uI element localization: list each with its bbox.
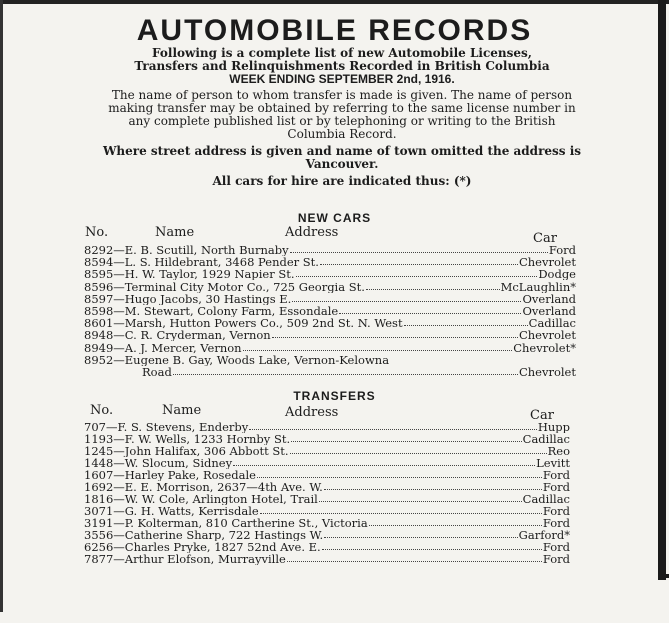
table-row [84,553,570,565]
leader-dots [173,374,518,375]
table-row [84,493,570,505]
table-row [84,469,570,481]
transfers-heading: TRANSFERS [293,389,376,403]
row-number: 3071 [84,505,114,517]
row-number: 3556 [84,529,114,541]
row-car: Overland [522,292,576,305]
intro-hire-note: All cars for hire are indicated thus: (*) [212,174,472,188]
table-row [84,517,570,529]
row-entry: P. Kolterman, 810 Cartherine St., Victoria [124,517,368,529]
row-dash: — [113,353,125,366]
row-entry: C. R. Cryderman, Vernon [124,329,271,342]
row-dash: — [113,244,125,256]
leader-dots [404,325,528,326]
table-row [84,256,576,268]
leader-dots [257,477,542,478]
transfers-col-no: No. [90,403,114,418]
row-entry: Terminal City Motor Co., 725 Georgia St. [124,280,365,293]
row-number: 8598 [84,305,114,317]
table-row [84,433,570,445]
row-number: 8949 [84,341,114,354]
row-entry: H. W. Taylor, 1929 Napier St. [124,268,295,281]
intro-transfer-note: The name of person to whom transfer is made is given. The name of person making transfer may be obtained by referring to the same license number in any complete published list or by telephoning or writing to the British Columbia Record. [108,88,576,141]
leader-dots [287,561,542,562]
row-car: Ford [542,469,570,481]
row-car: Cadillac [522,433,570,445]
row-dash: — [113,305,125,317]
row-number: 707 [84,421,106,433]
leader-dots [369,525,542,526]
row-dash: — [113,493,125,505]
table-row [84,342,576,354]
row-car: Ford [548,244,576,256]
row-entry: Hugo Jacobs, 30 Hastings E. [124,292,292,305]
leader-dots [320,264,518,265]
leader-dots [292,301,521,302]
row-entry: M. Stewart, Colony Farm, Essondale [124,305,339,317]
leader-dots [290,252,548,253]
table-row [84,445,570,457]
row-number: 6256 [84,541,114,553]
new-cars-col-address: Address [285,225,339,240]
leader-dots [272,337,518,338]
row-number: 8597 [84,292,114,305]
table-row [84,244,576,256]
row-car: Ford [542,541,570,553]
row-entry-continuation: Road [142,366,172,378]
row-car: Ford [542,505,570,517]
leader-dots [290,453,547,454]
row-dash: — [113,292,125,305]
row-entry: Charles Pryke, 1827 52nd Ave. E. [124,541,321,553]
row-entry: Eugene B. Gay, Woods Lake, Vernon-Kelowna [124,353,390,366]
leader-dots [291,441,522,442]
row-number: 7877 [84,553,114,565]
leader-dots [233,465,535,466]
page-frame-right-foot [658,574,669,578]
row-car: Ford [542,553,570,565]
row-dash: — [113,445,125,457]
week-ending: WEEK ENDING SEPTEMBER 2nd, 1916. [229,72,455,86]
row-entry: Marsh, Hutton Powers Co., 509 2nd St. N. West [124,317,403,330]
leader-dots [243,350,513,351]
row-dash: — [113,529,125,541]
intro-block [92,47,592,188]
row-car: Overland [522,305,576,317]
row-entry: Arthur Elofson, Murrayville [124,553,286,565]
row-entry: W. W. Cole, Arlington Hotel, Trail [124,493,318,505]
table-row [84,457,570,469]
table-row [84,505,570,517]
table-row [84,541,570,553]
table-row [84,421,570,433]
row-dash: — [113,433,125,445]
page-title: AUTOMOBILE RECORDS [136,14,533,47]
row-dash: — [113,505,125,517]
new-cars-col-car: Car [533,231,557,246]
row-entry: F. W. Wells, 1233 Hornby St. [124,433,291,445]
row-number: 1816 [84,493,114,505]
leader-dots [366,289,500,290]
page-frame-top [0,0,669,4]
row-dash: — [113,541,125,553]
row-car: McLaughlin* [500,280,576,293]
row-number: 1245 [84,445,114,457]
row-entry: E. B. Scutill, North Burnaby [124,244,289,256]
row-dash: — [113,329,125,342]
row-number: 8601 [84,317,114,330]
row-dash: — [113,457,125,469]
leader-dots [296,276,538,277]
row-entry: F. S. Stevens, Enderby [117,421,249,433]
row-car: Ford [542,517,570,529]
row-number: 1193 [84,433,114,445]
table-row [84,268,576,280]
row-dash: — [113,280,125,293]
row-car: Cadillac [522,493,570,505]
table-row [84,481,570,493]
table-row-continuation [84,366,576,378]
row-dash: — [105,421,118,433]
table-row [84,354,576,366]
row-entry: Harley Pake, Rosedale [124,469,256,481]
row-dash: — [113,469,125,481]
row-number: 1448 [84,457,114,469]
row-car: Reo [547,445,570,457]
leader-dots [324,537,518,538]
row-number: 8595 [84,268,114,281]
table-row [84,281,576,293]
leader-dots [322,549,542,550]
row-number: 1692 [84,481,114,493]
row-car: Chevrolet [518,366,576,378]
row-car: Ford [542,481,570,493]
table-row [84,305,576,317]
page-frame-left [0,0,3,612]
new-cars-col-name: Name [155,225,195,240]
row-car: Chevrolet* [513,341,576,354]
row-car: Garford* [518,529,570,541]
row-entry: G. H. Watts, Kerrisdale [124,505,259,517]
row-number: 8292 [84,244,114,256]
leader-dots [260,513,542,514]
transfers-col-name: Name [162,403,202,418]
leader-dots [249,429,537,430]
table-row [84,529,570,541]
row-dash: — [113,553,125,565]
row-entry: L. S. Hildebrant, 3468 Pender St. [124,256,319,269]
new-cars-col-no: No. [85,225,109,240]
row-number: 8594 [84,256,114,269]
transfers-col-car: Car [530,408,554,423]
row-number: 8596 [84,280,114,293]
row-dash: — [113,268,125,281]
table-row [84,329,576,341]
transfers-col-address: Address [285,405,339,420]
leader-dots [319,501,522,502]
page-frame-right [658,0,666,580]
table-row [84,293,576,305]
row-dash: — [113,256,125,269]
row-entry: A. J. Mercer, Vernon [124,341,242,354]
row-car: Levitt [536,457,570,469]
row-entry: Catherine Sharp, 722 Hastings W. [124,529,324,541]
row-number: 1607 [84,469,114,481]
row-dash: — [113,317,125,330]
intro-line-1: Following is a complete list of new Automobile Licenses, [152,46,532,60]
leader-dots [324,489,542,490]
row-car: Hupp [537,421,570,433]
intro-address-note: Where street address is given and name of town omitted the address is Vancouver. [102,144,582,171]
row-car: Chevrolet [518,256,576,269]
row-dash: — [113,481,125,493]
row-car: Dodge [538,268,576,281]
row-car: Cadillac [528,317,576,330]
row-number: 3191 [84,517,114,529]
leader-dots [339,313,521,314]
row-entry: W. Slocum, Sidney [124,457,233,469]
table-row [84,317,576,329]
row-entry: E. E. Morrison, 2637—4th Ave. W. [124,481,323,493]
intro-line-2: Transfers and Relinquishments Recorded in British Columbia [134,59,550,73]
row-dash: — [113,517,125,529]
row-entry: John Halifax, 306 Abbott St. [124,445,289,457]
row-number: 8952 [84,353,114,366]
row-dash: — [113,341,125,354]
row-car: Chevrolet [518,329,576,342]
new-cars-heading: NEW CARS [297,211,372,225]
row-number: 8948 [84,329,114,342]
